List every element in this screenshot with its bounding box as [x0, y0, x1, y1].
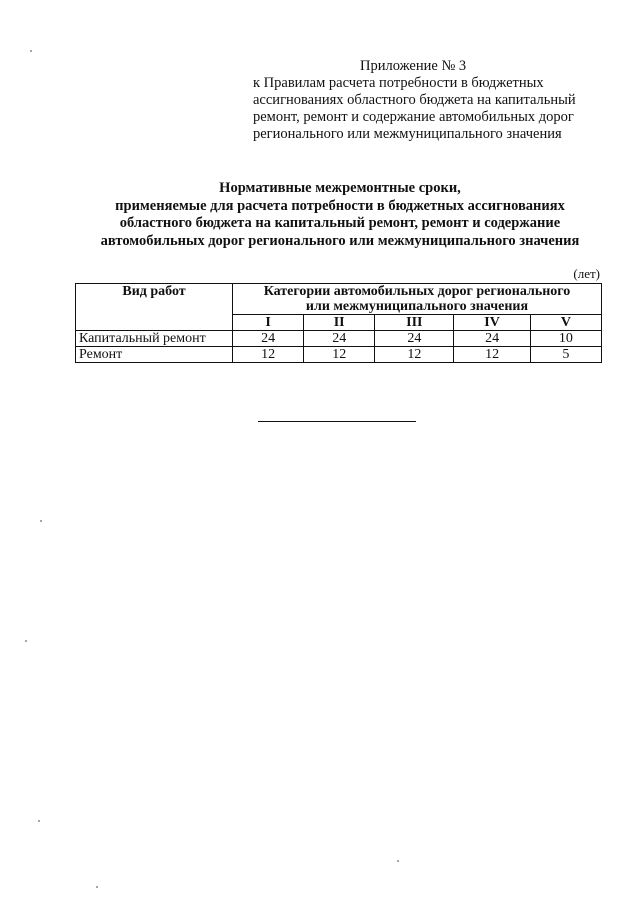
- scan-speck: [30, 50, 32, 52]
- appendix-line: к Правилам расчета потребности в бюджетных: [253, 75, 544, 91]
- scan-speck: [40, 520, 42, 522]
- table-row: [76, 331, 602, 347]
- category-cell: V: [530, 315, 601, 331]
- appendix-line: ассигнованиях областного бюджета на капитальный: [253, 92, 576, 108]
- title-line: применяемые для расчета потребности в бюджетных ассигнованиях: [115, 197, 565, 214]
- appendix-number: Приложение № 3: [360, 58, 467, 74]
- header-categories-line: Категории автомобильных дорог регионального: [263, 284, 571, 299]
- header-work-label: Вид работ: [122, 284, 186, 299]
- title-line: Нормативные межремонтные сроки,: [219, 180, 461, 196]
- row-value: 24: [304, 331, 375, 347]
- unit-note: (лет): [573, 266, 600, 281]
- header-categories: [233, 284, 602, 315]
- document-title: [60, 180, 620, 250]
- row-work: Ремонт: [76, 347, 233, 363]
- appendix-line: регионального или межмуниципального значения: [253, 126, 562, 142]
- row-value: 24: [375, 331, 454, 347]
- header-categories-line: или межмуниципального значения: [305, 299, 529, 314]
- scan-speck: [96, 886, 98, 888]
- scan-speck: [397, 860, 399, 862]
- category-cell: III: [375, 315, 454, 331]
- row-value: 12: [304, 347, 375, 363]
- category-cell: I: [233, 315, 304, 331]
- appendix-line: ремонт, ремонт и содержание автомобильных дорог: [253, 109, 574, 125]
- row-value: 12: [454, 347, 530, 363]
- header-work: [76, 284, 233, 331]
- scan-speck: [38, 820, 40, 822]
- row-value: 10: [530, 331, 601, 347]
- scan-speck: [25, 640, 27, 642]
- title-line: областного бюджета на капитальный ремонт, ремонт и содержание: [119, 215, 561, 231]
- row-value: 24: [233, 331, 304, 347]
- row-work: Капитальный ремонт: [76, 331, 233, 347]
- closing-line: [258, 421, 416, 422]
- row-value: 5: [530, 347, 601, 363]
- category-cell: IV: [454, 315, 530, 331]
- title-line: автомобильных дорог регионального или межмуниципального значения: [100, 232, 580, 249]
- table-header-row: [76, 284, 602, 315]
- row-value: 24: [454, 331, 530, 347]
- norms-table: [75, 283, 602, 363]
- row-value: 12: [233, 347, 304, 363]
- row-value: 12: [375, 347, 454, 363]
- appendix-block: [253, 58, 613, 143]
- category-cell: II: [304, 315, 375, 331]
- table-row: [76, 347, 602, 363]
